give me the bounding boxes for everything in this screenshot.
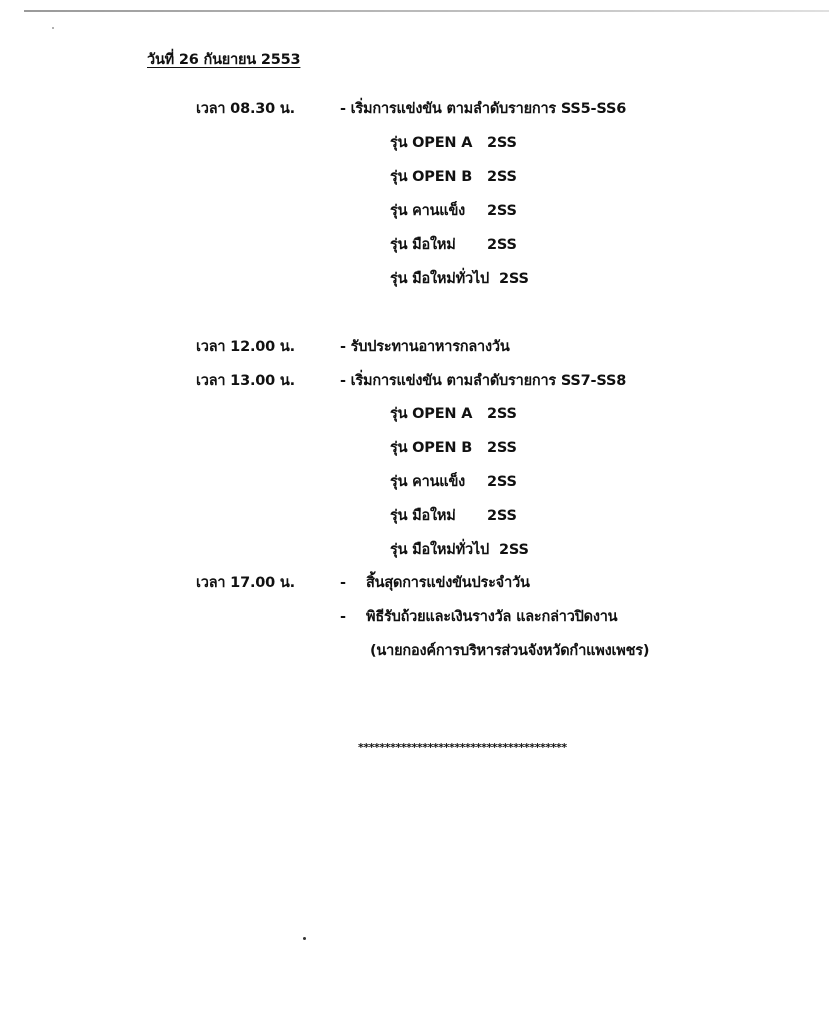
session-1-class-code: 2SS (499, 271, 529, 287)
lunch-time: เวลา 12.00 น. (196, 339, 295, 355)
session-2-class-name: รุ่น OPEN A (390, 406, 473, 422)
session-1-class-code: 2SS (487, 203, 517, 219)
closing-dash: - (340, 609, 346, 625)
session-2-class-name: รุ่น มือใหม่ (390, 508, 456, 524)
session-1-class-code: 2SS (487, 135, 517, 151)
session-1-activity: - เริ่มการแข่งขัน ตามลำดับรายการ SS5-SS6 (340, 101, 627, 117)
session-1-class-code: 2SS (487, 169, 517, 185)
session-2-class-code: 2SS (487, 508, 517, 524)
closing-dash: - (340, 575, 346, 591)
session-2-class-name: รุ่น OPEN B (390, 440, 473, 456)
session-2-class-code: 2SS (499, 542, 529, 558)
session-1-class-name: รุ่น มือใหม่ทั่วไป (390, 271, 490, 287)
session-1-class-code: 2SS (487, 237, 517, 253)
date-heading: วันที่ 26 กันยายน 2553 (147, 52, 301, 68)
scan-speck (303, 937, 306, 940)
session-2-class-code: 2SS (487, 474, 517, 490)
session-2-time: เวลา 13.00 น. (196, 373, 295, 389)
session-1-class-name: รุ่น มือใหม่ (390, 237, 456, 253)
scan-speck (52, 27, 54, 29)
closing-time: เวลา 17.00 น. (196, 575, 295, 591)
session-1-class-name: รุ่น OPEN A (390, 135, 473, 151)
scan-edge (24, 10, 829, 12)
session-2-activity: - เริ่มการแข่งขัน ตามลำดับรายการ SS7-SS8 (340, 373, 627, 389)
session-2-class-code: 2SS (487, 440, 517, 456)
closing-item-award-ceremony: พิธีรับถ้วยและเงินรางวัล และกล่าวปิดงาน (366, 609, 618, 625)
closing-item-note: (นายกองค์การบริหารส่วนจังหวัดกำแพงเพชร) (370, 643, 650, 659)
session-2-class-name: รุ่น มือใหม่ทั่วไป (390, 542, 490, 558)
session-1-class-name: รุ่น OPEN B (390, 169, 473, 185)
session-2-class-code: 2SS (487, 406, 517, 422)
session-2-class-name: รุ่น คานแข็ง (390, 474, 466, 490)
end-marker: *************************************** (358, 741, 567, 754)
closing-item-end-of-day: สิ้นสุดการแข่งขันประจำวัน (366, 575, 530, 591)
session-1-class-name: รุ่น คานแข็ง (390, 203, 466, 219)
lunch-activity: - รับประทานอาหารกลางวัน (340, 339, 510, 355)
session-1-time: เวลา 08.30 น. (196, 101, 295, 117)
